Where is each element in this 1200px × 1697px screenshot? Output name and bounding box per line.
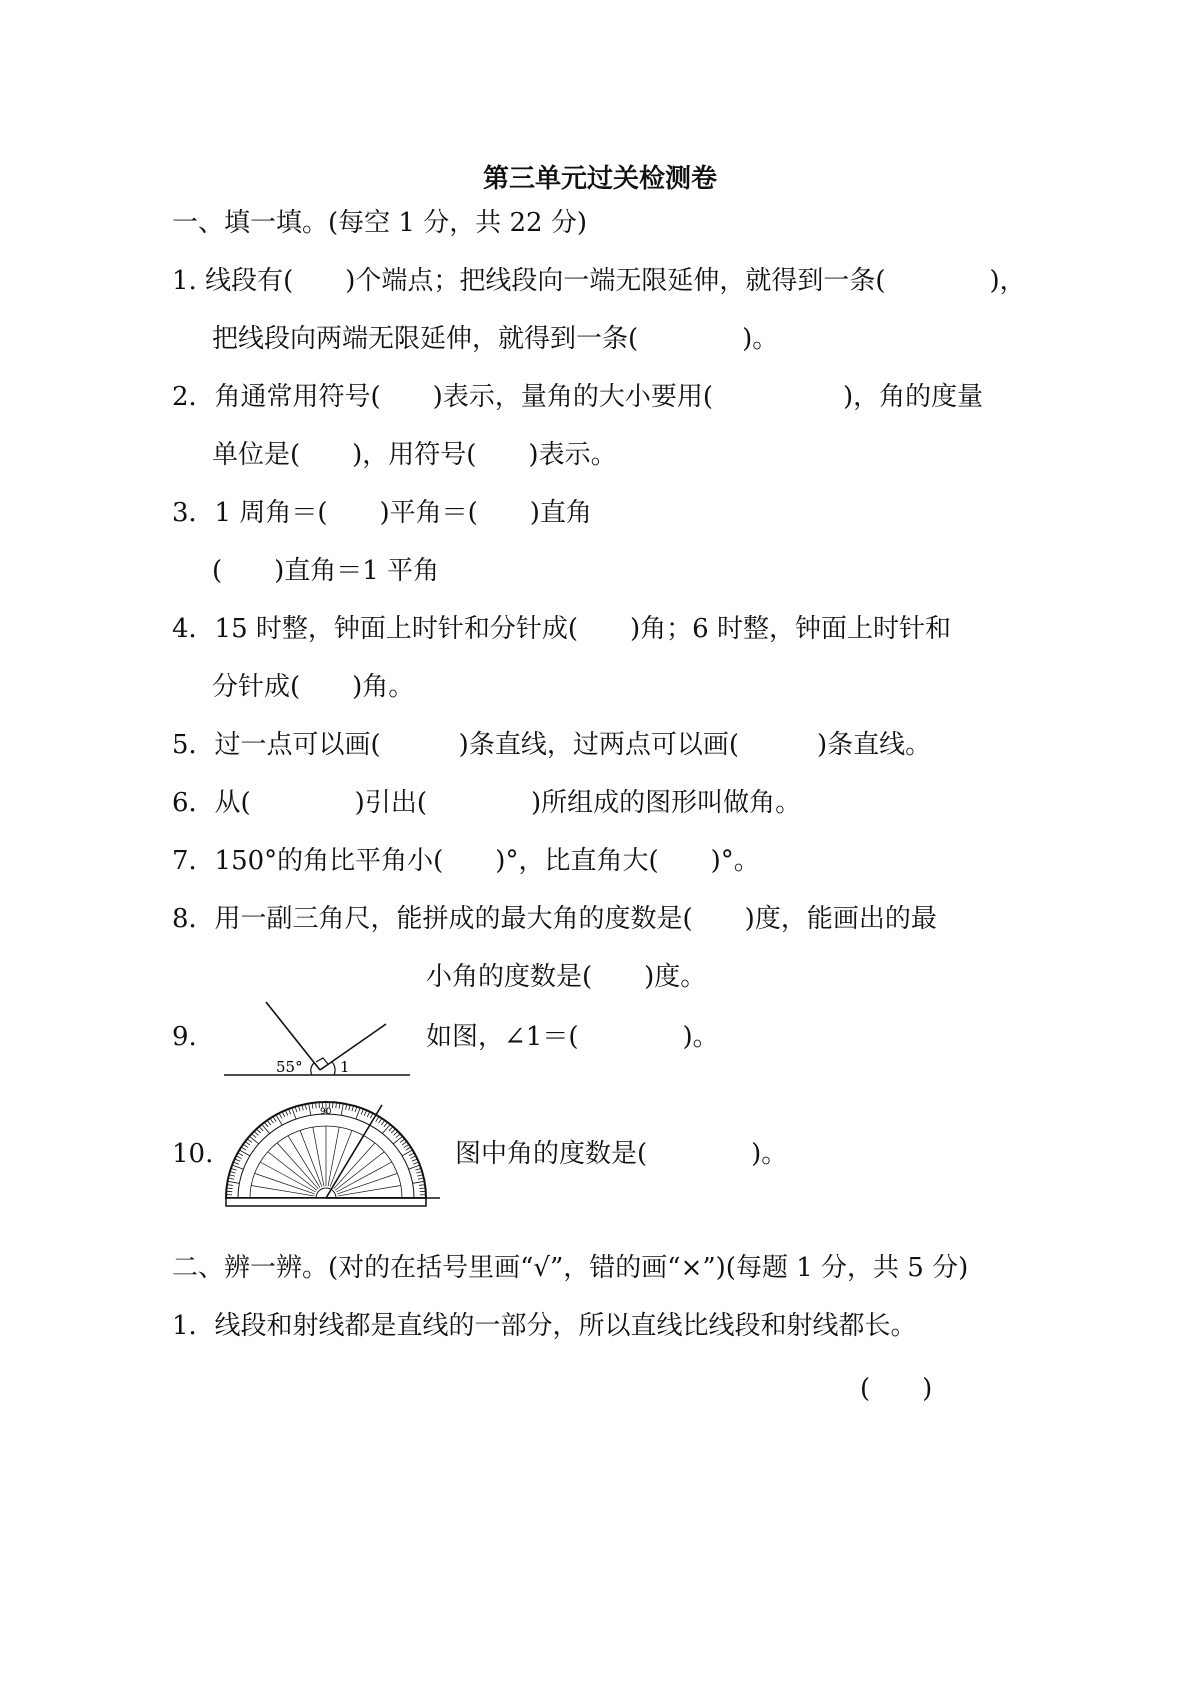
q10-protractor-figure — [220, 1098, 442, 1208]
s2-q1-text: 1．线段和射线都是直线的一部分，所以直线比线段和射线都长。 — [172, 1311, 917, 1341]
q9-right-angle-mark — [316, 1058, 328, 1064]
q10-text: 图中角的度数是( )。 — [455, 1139, 788, 1169]
q2-line1: 2．角通常用符号( )表示，量角的大小要用( )，角的度量 — [172, 382, 984, 412]
q9-ray-right — [320, 1024, 386, 1070]
q8-line1: 8．用一副三角尺，能拼成的最大角的度数是( )度，能画出的最 — [172, 904, 937, 934]
q3-line2: ( )直角＝1 平角 — [212, 556, 440, 586]
page-title: 第三单元过关检测卷 — [482, 164, 717, 194]
q9-angle-arc-55 — [311, 1063, 314, 1075]
q9-angle-figure — [220, 998, 415, 1080]
q5-line: 5．过一点可以画( )条直线，过两点可以画( )条直线。 — [172, 730, 932, 760]
q9-number: 9. — [172, 1022, 197, 1052]
q9-label-55: 55° — [276, 1058, 303, 1076]
q3-line1: 3．1 周角＝( )平角＝( )直角 — [172, 498, 592, 528]
s2-q1-answer-bracket: ( ) — [860, 1374, 933, 1404]
q10-number: 10. — [172, 1139, 214, 1169]
q1-line1: 1. 线段有( )个端点；把线段向一端无限延伸，就得到一条( )， — [172, 266, 1026, 296]
q2-line2: 单位是( )，用符号( )表示。 — [212, 440, 617, 470]
q4-line2: 分针成( )角。 — [212, 672, 415, 702]
q9-angle-arc-1 — [332, 1062, 335, 1075]
q8-line2: 小角的度数是( )度。 — [426, 962, 707, 992]
protractor-base — [226, 1198, 426, 1206]
section1-heading: 一、填一填。(每空 1 分，共 22 分) — [172, 208, 587, 238]
section2-heading: 二、辨一辨。(对的在括号里画“√”，错的画“×”)(每题 1 分，共 5 分) — [172, 1253, 969, 1283]
q4-line1: 4．15 时整，钟面上时针和分针成( )角；6 时整，钟面上时针和 — [172, 614, 951, 644]
q1-line2: 把线段向两端无限延伸，就得到一条( )。 — [212, 324, 779, 354]
q9-text: 如图，∠1＝( )。 — [426, 1022, 719, 1052]
q9-label-1: 1 — [340, 1058, 350, 1076]
q6-line: 6．从( )引出( )所组成的图形叫做角。 — [172, 788, 802, 818]
q7-line: 7．150°的角比平角小( )°，比直角大( )°。 — [172, 846, 760, 876]
protractor-label-90: 90 — [320, 1107, 332, 1117]
